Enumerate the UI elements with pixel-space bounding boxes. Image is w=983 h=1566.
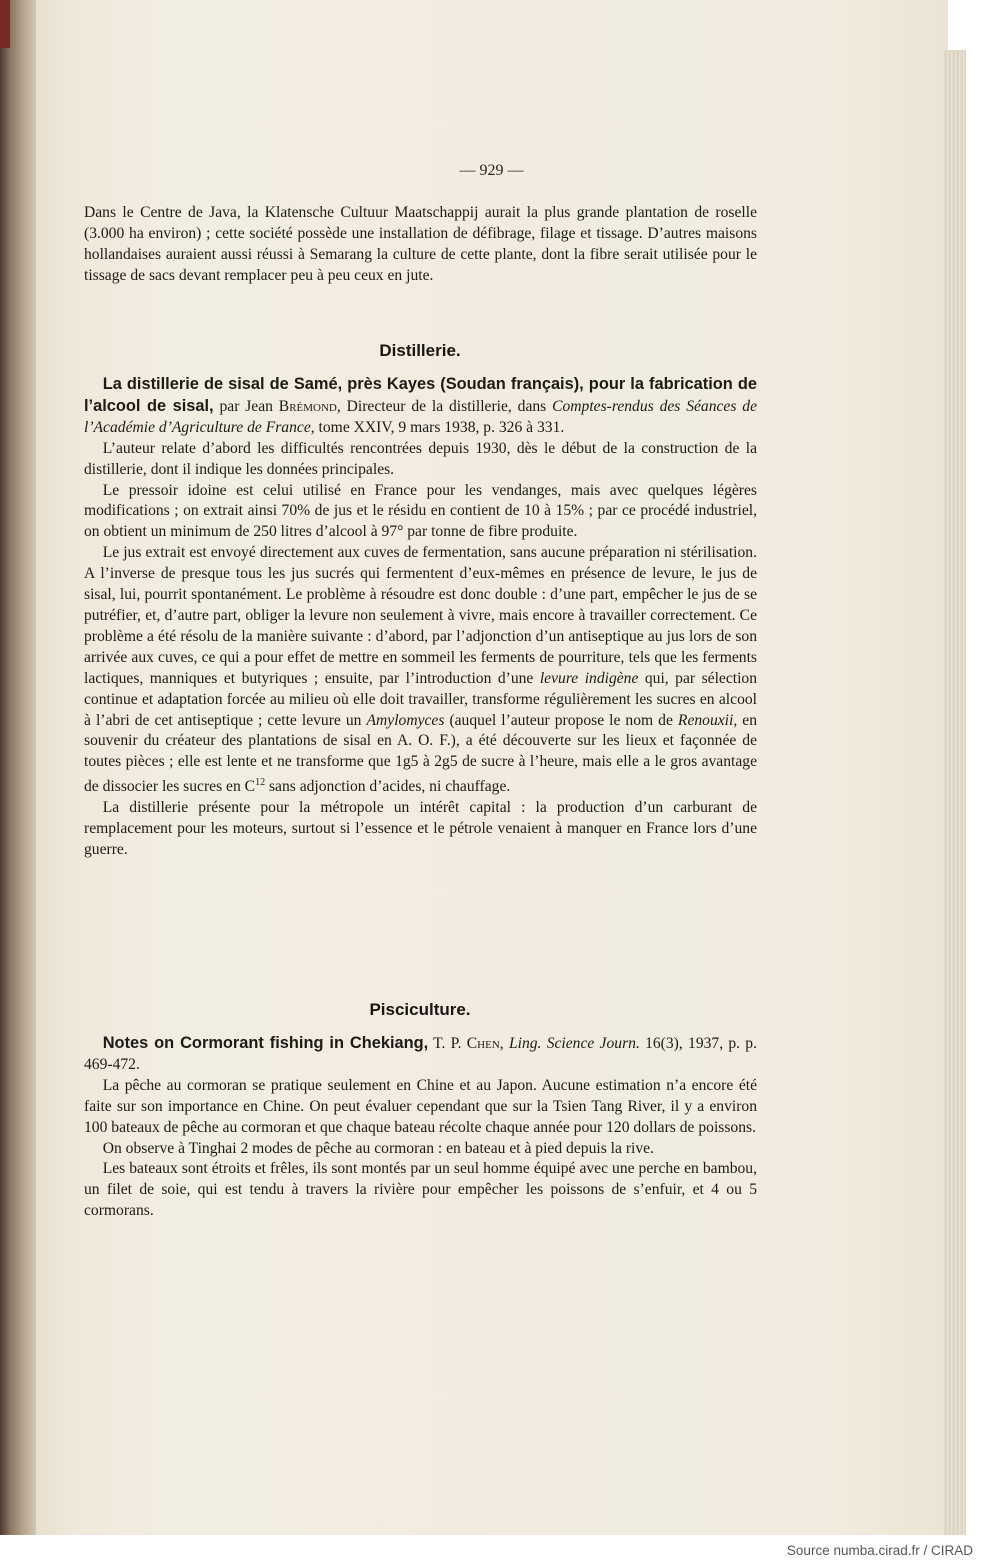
section-distillerie bbox=[84, 374, 757, 861]
article-title: La distillerie de sisal de Samé, près Kayes (Soudan français), pour la fabrication de l’alcool de sisal, bbox=[84, 375, 757, 415]
text-run: en souvenir du créateur des plantations de sisal en A. O. F.), a été découverte sur les lieux et façonnée de toutes pièces ; elle est lente et ne transforme que 1g5 à 2g5 de sucre à l’heure, mais elle a le gros avantage de dissocier les sucres en C bbox=[84, 711, 757, 796]
author-role: , Directeur de la distillerie, dans bbox=[336, 397, 553, 415]
author-prefix: T. P. bbox=[428, 1035, 467, 1052]
text-run: Le jus extrait est envoyé directement aux cuves de fermentation, sans aucune préparation ni stérilisation. A l’inverse de presque tous les jus sucrés qui fermentent d’eux-mêmes en présence de levure, le jus de sisal, lui, pourrit spontanément. Le problème à résoudre est donc double : d’une part, empêcher le jus de se putréfier, et, d’autre part, obliger la levure non seulement à vivre, mais encore à travailler correctement. Ce problème a été résolu de la manière suivante : d’abord, par l’adjonction d’un antiseptique au jus lors de son arrivée aux cuves, ce qui a pour effet de mettre en sommeil les ferments de pourriture, tels que les ferments lactiques, manniques et butyriques ; ensuite, par l’introduction d’une bbox=[84, 544, 757, 687]
article-reference bbox=[84, 374, 757, 439]
separator: , bbox=[499, 1035, 509, 1052]
text-run: qui, par sélection continue et adaptation forcée au milieu où elle doit travailler, transforme régulièrement les sucres en alcool à l’abri de cet antiseptique ; cette levure un bbox=[84, 669, 757, 729]
superscript: 12 bbox=[255, 777, 266, 789]
article-author: Brémond bbox=[278, 397, 337, 415]
journal-name: Comptes-rendus des Séances de l’Académie d’Agriculture de France, bbox=[84, 397, 757, 436]
section-heading-pisciculture: Pisciculture. bbox=[369, 1000, 471, 1019]
intro-block bbox=[84, 203, 757, 287]
citation: tome XXIV, 9 mars 1938, p. 326 à 331. bbox=[314, 418, 565, 436]
source-credit: Source numba.cirad.fr / CIRAD bbox=[786, 1543, 973, 1558]
section-pisciculture bbox=[84, 1033, 757, 1222]
paragraph bbox=[84, 543, 757, 798]
paragraph: Les bateaux sont étroits et frêles, ils sont montés par un seul homme équipé avec une perche en bambou, un filet de soie, qui est tendu à travers la rivière pour empêcher les poissons de s’enfuir, et 4 ou 5 cormorans. bbox=[84, 1160, 757, 1220]
text-run: (auquel l’auteur propose le nom de bbox=[444, 711, 678, 729]
article-title: Notes on Cormorant fishing in Chekiang, bbox=[102, 1034, 429, 1052]
text-run: sans adjonction d’acides, ni chauffage. bbox=[265, 778, 511, 796]
article-by: par Jean bbox=[213, 397, 279, 415]
paragraph: La pêche au cormoran se pratique seulement en Chine et au Japon. Aucune estimation n’a encore été faite sur son importance en Chine. On peut évaluer cependant que sur la Tsien Tang River, il y a environ 100 bateaux de pêche au cormoran et que chaque bateau récolte chaque année pour 120 dollars de poissons. bbox=[84, 1076, 757, 1136]
paragraph: On observe à Tinghai 2 modes de pêche au cormoran : en bateau et à pied depuis la rive. bbox=[102, 1139, 654, 1157]
article-author: Chen bbox=[466, 1035, 500, 1052]
citation: 16(3), 1937, p. p. 469-472. bbox=[84, 1035, 757, 1073]
paragraph: Le pressoir idoine est celui utilisé en France pour les vendanges, mais avec quelques légères modifications ; on extrait ainsi 70% de jus et le résidu en contient de 10 à 15% ; par ce procédé industriel, on obtient un minimum de 250 litres d’alcool à 97° par tonne de fibre produite. bbox=[84, 481, 757, 541]
article-reference bbox=[84, 1033, 757, 1076]
italic-term: Amylomyces bbox=[366, 711, 445, 729]
intro-paragraph: Dans le Centre de Java, la Klatensche Cultuur Maatschappij aurait la plus grande plantation de roselle (3.000 ha environ) ; cette société possède une installation de défibrage, filage et tissage. D’autres maisons hollandaises auraient aussi réussi à Semarang la culture de cette plante, dont la fibre serait utilisée pour le tissage de sacs devant remplacer peu à peu ceux en jute. bbox=[84, 204, 757, 284]
paragraph: L’auteur relate d’abord les difficultés rencontrées depuis 1930, dès le début de la construction de la distillerie, dont il indique les données principales. bbox=[84, 439, 757, 478]
book-gutter bbox=[0, 0, 38, 1535]
italic-term: Renouxii, bbox=[677, 711, 738, 729]
italic-term: levure indigène bbox=[539, 669, 639, 687]
binding-edge bbox=[0, 0, 10, 48]
paragraph: La distillerie présente pour la métropole un intérêt capital : la production d’un carburant de remplacement pour les moteurs, surtout si l’essence et le pétrole venaient à manquer en France lors d’une guerre. bbox=[84, 799, 757, 859]
page-number: — 929 — bbox=[459, 162, 524, 179]
journal-name: Ling. Science Journ. bbox=[508, 1035, 640, 1052]
section-heading-distillerie: Distillerie. bbox=[379, 341, 461, 360]
page-stack-edge bbox=[944, 50, 966, 1535]
